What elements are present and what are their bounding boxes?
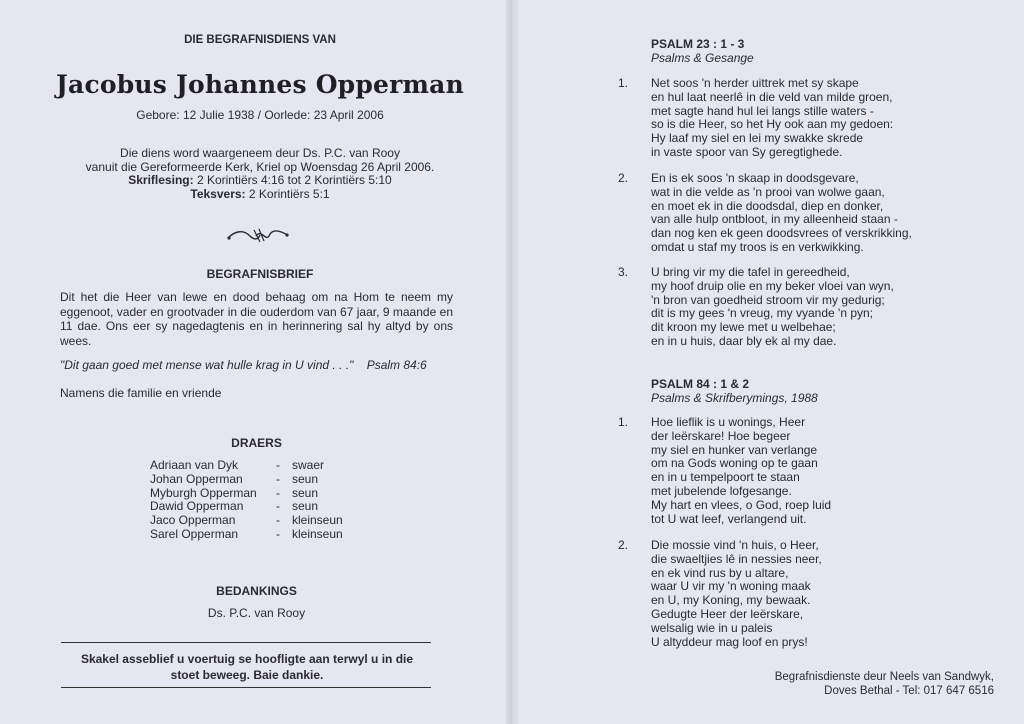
divider-top [61, 642, 431, 643]
intro-line-1: Die diens word waargeneem deur Ds. P.C. van Rooy [120, 146, 400, 160]
skriflesing-label: Skriflesing: [128, 173, 194, 187]
verse-line: met sagte hand hul lei langs stille waters - [651, 103, 874, 118]
verse-line: van alle hulp ontbloot, in my alleenheid staan - [651, 212, 898, 227]
skriflesing-value: 2 Korintiërs 4:16 tot 2 Korintiërs 5:10 [196, 173, 392, 187]
quote-ref: Psalm 84:6 [366, 358, 427, 372]
notice-line-1: Skakel asseblief u voertuig se hoofligte aan terwyl u in die [80, 652, 414, 666]
deceased-name: Jacobus Johannes Opperman [56, 70, 464, 99]
draer-dash: - [276, 458, 280, 472]
verse-number: 3. [618, 265, 629, 279]
verse-lines [651, 539, 822, 649]
verse-line: en in u huis, daar bly ek al my dae. [651, 333, 837, 348]
verse-line: so is die Heer, so het Hy ook aan my gedoen: [651, 117, 894, 132]
draer-role: seun [292, 499, 319, 514]
notice-line-2: stoet beweeg. Baie dankie. [170, 668, 324, 682]
service-intro [40, 147, 480, 201]
psalm84-subtitle: Psalms & Skrifberymings, 1988 [651, 391, 818, 405]
credit-line-2: Doves Bethal - Tel: 017 647 6516 [824, 685, 994, 697]
teksvers-value: 2 Korintiërs 5:1 [248, 186, 330, 201]
bedankings-heading: BEDANKINGS [216, 584, 297, 598]
draer-role: swaer [292, 458, 325, 472]
teksvers-label: Teksvers: [190, 186, 246, 201]
psalm84-verse-1 [618, 416, 831, 526]
draer-dash: - [276, 471, 280, 486]
verse-line: My hart en vlees, o God, roep luid [651, 497, 832, 512]
verse-line: 'n bron van goedheid stroom vir my gedurig; [651, 292, 885, 307]
psalm84-verse-2 [618, 539, 822, 649]
birth-death-dates: Gebore: 12 Julie 1938 / Oorlede: 23 April 2006 [136, 108, 384, 122]
verse-lines [651, 172, 912, 255]
credit-line-1: Begrafnisdienste deur Neels van Sandwyk, [774, 671, 994, 683]
psalm23-verse-3 [618, 266, 894, 349]
verse-line: in vaste spoor van Sy geregtighede. [651, 144, 843, 159]
verse-line: waar U vir my 'n woning maak [651, 579, 811, 594]
headlights-notice [60, 651, 434, 683]
verse-number: 2. [618, 171, 629, 185]
verse-line: Gedugte Heer der leërskare, [651, 606, 804, 621]
verse-number: 1. [618, 415, 629, 429]
draer-row [150, 487, 343, 501]
intro-line-2: vanuit die Gereformeerde Kerk, Kriel op Woensdag 26 April 2006. [85, 159, 435, 174]
verse-line: U altyddeur mag loof en prys! [651, 634, 808, 649]
draer-row [150, 500, 343, 514]
verse-line: en in u tempelpoort te staan [651, 470, 800, 485]
verse-lines [651, 416, 831, 526]
draer-role: seun [292, 471, 319, 486]
verse-line: omdat u staf my troos is en verkwikking. [651, 239, 864, 254]
draer-row [150, 514, 343, 528]
verse-line: welsalig wie in u paleis [651, 620, 773, 635]
draer-role: kleinseun [292, 526, 343, 541]
verse-line: dit kroon my lewe met u welbehae; [651, 320, 836, 335]
service-heading: DIE BEGRAFNISDIENS VAN [184, 34, 336, 46]
bedankings-name: Ds. P.C. van Rooy [207, 606, 306, 620]
draer-role: kleinseun [292, 513, 343, 528]
verse-line: en hul laat neerlê in die veld van milde groen, [651, 89, 893, 104]
funeral-director-credit [700, 670, 994, 698]
draer-dash: - [276, 526, 280, 541]
draers-heading: DRAERS [231, 436, 282, 450]
draer-name: Adriaan van Dyk [150, 458, 239, 472]
quote-line [60, 358, 453, 372]
skriflesing-line [40, 174, 480, 188]
draer-dash: - [276, 485, 280, 500]
verse-line: Net soos 'n herder uittrek met sy skape [651, 76, 859, 90]
flourish-ornament-icon [226, 226, 290, 246]
draer-row [150, 528, 343, 542]
verse-line: En is ek soos 'n skaap in doodsgevare, [651, 171, 859, 185]
verse-line: U bring vir my die tafel in gereedheid, [651, 265, 850, 279]
verse-line: dan nog ken ek geen doodsvrees of verskrikking, [651, 226, 912, 241]
verse-lines [651, 77, 893, 160]
verse-line: en ek vind rus by u altare, [651, 565, 789, 580]
psalm23-verse-1 [618, 77, 893, 160]
verse-line: my hoof druip olie en my beker vloei van wyn, [651, 278, 894, 293]
verse-number: 1. [618, 76, 629, 90]
verse-line: dit is my gees 'n vreug, my vyande 'n pyn; [651, 306, 874, 321]
begrafnisbrief-heading: BEGRAFNISBRIEF [206, 267, 314, 281]
begrafnisbrief-text: Dit het die Heer van lewe en dood behaag om na Hom te neem my eggenoot, vader en grootvader in die ouderdom van 67 jaar, 9 maande en 11 dae. Ons eer sy nagedagtenis en in herinnering sal hy altyd by ons wees. [60, 290, 453, 348]
draers-list [150, 459, 343, 542]
draer-name: Sarel Opperman [150, 526, 239, 541]
draer-dash: - [276, 499, 280, 514]
verse-line: Die mossie vind 'n huis, o Heer, [651, 538, 819, 552]
draer-name: Jaco Opperman [150, 513, 236, 528]
verse-line: tot U wat leef, verlangend uit. [651, 511, 807, 526]
psalm23-heading: PSALM 23 : 1 - 3 [651, 37, 745, 51]
namens-line: Namens die familie en vriende [60, 386, 222, 400]
verse-line: wat in die velde as 'n prooi van wolwe gaan, [651, 184, 885, 199]
psalm84-heading: PSALM 84 : 1 & 2 [651, 377, 750, 391]
teksvers-line [40, 188, 480, 202]
verse-line: en U, my Koning, my bewaak. [651, 593, 811, 608]
verse-line: Hy laaf my siel en lei my swakke skrede [651, 131, 864, 146]
quote-text: "Dit gaan goed met mense wat hulle krag in U vind . . ." [60, 358, 354, 372]
verse-line: om na Gods woning op te gaan [651, 456, 818, 471]
verse-line: der leërskare! Hoe begeer [651, 428, 791, 443]
verse-line: my siel en hunker van verlange [651, 442, 818, 457]
draer-name: Dawid Opperman [150, 499, 244, 514]
draer-dash: - [276, 513, 280, 528]
divider-bottom [61, 687, 431, 688]
draer-role: seun [292, 485, 319, 500]
verse-lines [651, 266, 894, 349]
draer-row [150, 473, 343, 487]
verse-line: die swaeltjies lê in nessies neer, [651, 551, 822, 566]
psalm23-subtitle: Psalms & Gesange [651, 51, 754, 65]
page-fold [506, 0, 518, 724]
draer-name: Johan Opperman [150, 471, 243, 486]
verse-line: met jubelende lofgesange. [651, 483, 792, 498]
verse-line: Hoe lieflik is u wonings, Heer [651, 415, 806, 429]
verse-number: 2. [618, 538, 629, 552]
verse-line: en moet ek in die doodsdal, diep en donker, [651, 198, 884, 213]
psalm23-verse-2 [618, 172, 912, 255]
draer-name: Myburgh Opperman [150, 485, 257, 500]
draer-row [150, 459, 343, 473]
